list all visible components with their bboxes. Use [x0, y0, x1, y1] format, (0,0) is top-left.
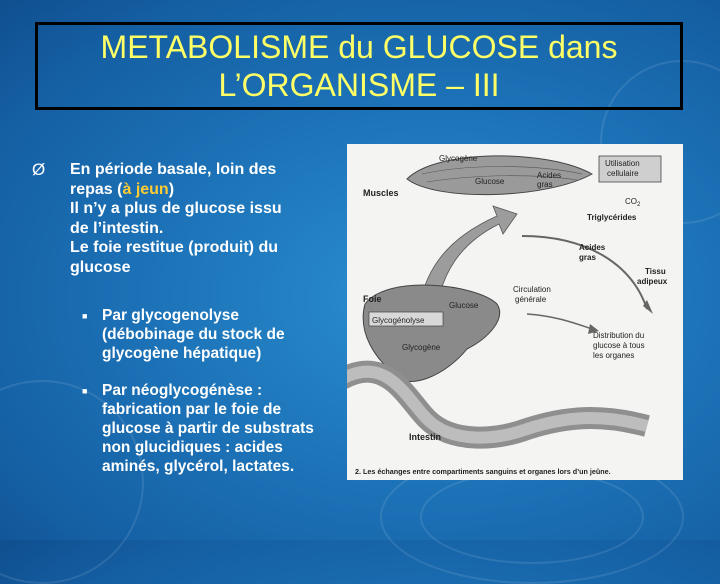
- square-bullet-icon: ■: [82, 311, 88, 321]
- label-tissu-2: adipeux: [637, 277, 668, 286]
- sub2-line-4: non glucidiques : acides: [102, 439, 283, 456]
- arrow-bullet-icon: Ø: [32, 160, 46, 179]
- label-co2: $CO_2$: [625, 197, 641, 208]
- main-line-3: Il n’y a plus de glucose issu: [70, 200, 282, 217]
- label-glycogene-muscle: Glycogène: [439, 154, 478, 163]
- label-acides-mid-2: gras: [579, 253, 596, 262]
- square-bullet-icon: ■: [82, 386, 88, 396]
- sub1-line-1: Par glycogenolyse: [102, 307, 239, 324]
- label-utilisation-2: cellulaire: [607, 169, 639, 178]
- label-triglycerides: Triglycérides: [587, 213, 637, 222]
- sub2-line-1: Par néoglycogénèse :: [102, 382, 263, 399]
- label-circulation-1: Circulation: [513, 285, 551, 294]
- muscle-shape: [407, 156, 592, 195]
- label-circulation-2: générale: [515, 295, 547, 304]
- main-line-2: repas (à jeun): [70, 180, 175, 198]
- title-line-2: L’ORGANISME – III: [218, 67, 500, 103]
- label-muscles: Muscles: [363, 188, 399, 198]
- main-line-1: En période basale, loin des: [70, 161, 277, 178]
- label-glycogenolyse: Glycogénolyse: [372, 316, 425, 325]
- label-glycogene-foie: Glycogène: [402, 343, 441, 352]
- label-glucose-muscle: Glucose: [475, 177, 505, 186]
- label-utilisation-1: Utilisation: [605, 159, 640, 168]
- sub2-line-2: fabrication par le foie de: [102, 401, 282, 418]
- label-glucose-foie: Glucose: [449, 301, 479, 310]
- sub1-line-3: glycogène hépatique): [102, 345, 262, 362]
- sub-bullet-neoglycogenese: [102, 381, 352, 476]
- a-jeun-highlight: à jeun: [122, 180, 169, 198]
- fasting-exchange-diagram: [347, 144, 683, 480]
- sub2-line-3: glucose à partir de substrats: [102, 420, 314, 437]
- label-distribution-2: glucose à tous: [593, 341, 645, 350]
- label-tissu-1: Tissu: [645, 267, 666, 276]
- main-bullet-text: [70, 160, 360, 277]
- glucose-exchange-figure: [347, 144, 683, 480]
- title-line-1: METABOLISME du GLUCOSE dans: [100, 29, 618, 65]
- main-line-5: Le foie restitue (produit) du: [70, 239, 278, 256]
- sub2-line-5: aminés, glycérol, lactates.: [102, 458, 295, 475]
- label-foie: Foie: [363, 294, 382, 304]
- main-line-6: glucose: [70, 258, 131, 276]
- label-distribution-1: Distribution du: [593, 331, 645, 340]
- sub-bullet-glycogenolyse: [102, 306, 352, 363]
- label-intestin: Intestin: [409, 432, 442, 442]
- figure-caption: 2. Les échanges entre compartiments sanguins et organes lors d’un jeûne.: [355, 467, 611, 476]
- label-distribution-3: les organes: [593, 351, 635, 360]
- sub1-line-2: (débobinage du stock de: [102, 326, 285, 343]
- label-acides-mid-1: Acides: [579, 243, 606, 252]
- label-acides-top-1: Acides: [537, 171, 562, 180]
- label-acides-top-2: gras: [537, 180, 553, 189]
- main-line-4: de l’intestin.: [70, 219, 164, 237]
